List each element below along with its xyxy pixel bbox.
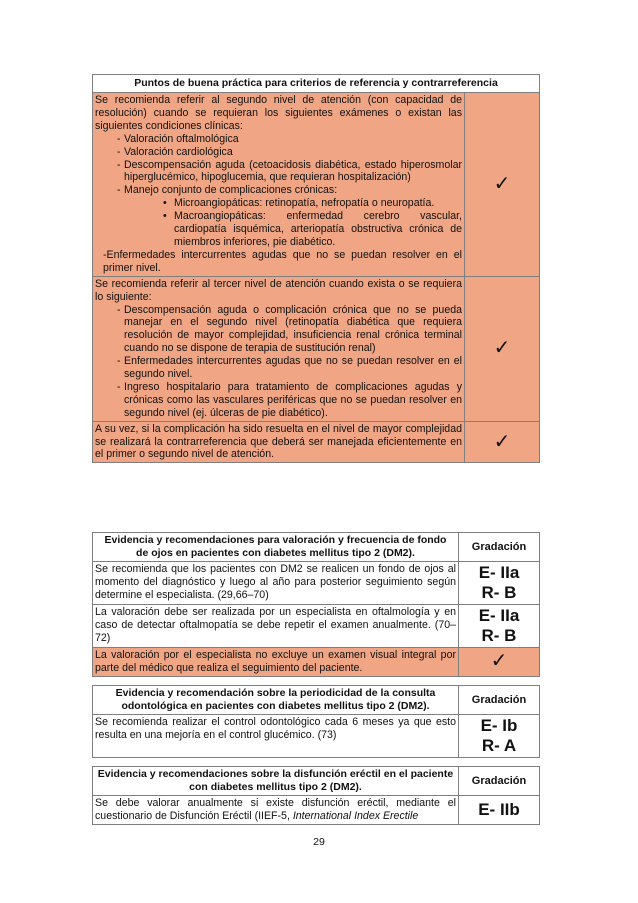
grading-header: Gradación <box>459 686 540 715</box>
list-item: - Valoración oftalmológica <box>117 132 239 145</box>
fundus-exam-table <box>92 532 540 677</box>
sub-list-item: • Macroangiopáticas: enfermedad cerebro vascular, cardiopatía isquémica, arteriopatía obstructiva crónica de miembros inferiores, pie diabético. <box>163 210 462 248</box>
check-cell <box>465 276 540 421</box>
list-item: - Descompensación aguda o complicación crónica que no se pueda manejar en el segundo nivel (retinopatía diabética que requiera resolución de mayor complejidad, insuficiencia renal crónica terminal cuando no se dispone de terapia de sustitución renal) <box>117 303 462 355</box>
evidence-grade: E- IIa <box>478 606 520 625</box>
recommendation-grade: R- B <box>481 626 517 645</box>
row1-closing: -Enfermedades intercurrentes agudas que no se puedan resolver en el primer nivel. <box>103 248 462 274</box>
second-level-referral-cell <box>93 93 465 277</box>
evidence-grade: E- Ib <box>480 716 518 735</box>
recommendation-text: La valoración debe ser realizada por un especialista en oftalmología y en caso de detectar oftalmopatía se debe repetir el examen anualmente. (70–72) <box>93 605 459 648</box>
check-icon: ✓ <box>493 337 511 360</box>
grading-header: Gradación <box>459 533 540 562</box>
list-item: - Ingreso hospitalario para tratamiento de complicaciones agudas y crónicas como las vasculares periféricas que no se puedan resolver en segundo nivel (ej. úlceras de pie diabético). <box>117 380 462 419</box>
evidence-grade: E- IIa <box>478 563 520 582</box>
row2-intro: Se recomienda referir al tercer nivel de atención cuando exista o se requiera lo siguiente: <box>95 277 462 303</box>
recommendation-text: Se recomienda que los pacientes con DM2 se realicen un fondo de ojos al momento del diagnóstico y luego al año para posterior seguimiento según determine el especialista. (29,66–70) <box>93 562 459 605</box>
list-item: - Descompensación aguda (cetoacidosis diabética, estado hiperosmolar hiperglucémico, hipoglucemia, que requieran hospitalización) <box>117 158 462 184</box>
referral-criteria-table <box>92 74 540 463</box>
counter-referral-cell: A su vez, si la complicación ha sido resuelta en el nivel de mayor complejidad se realizará la contrarreferencia que deberá ser manejada eficientemente en el primer o segundo nivel de atención. <box>93 421 465 463</box>
table2-header: Evidencia y recomendaciones para valoración y frecuencia de fondo de ojos en pacientes con diabetes mellitus tipo 2 (DM2). <box>93 533 459 562</box>
evidence-grade: E- IIb <box>478 800 520 819</box>
dental-consult-table <box>92 685 540 758</box>
table3-header: Evidencia y recomendación sobre la periodicidad de la consulta odontológica en pacientes con diabetes mellitus tipo 2 (DM2). <box>93 686 459 715</box>
check-cell <box>459 648 540 677</box>
table4-header: Evidencia y recomendaciones sobre la disfunción eréctil en el paciente con diabetes mellitus tipo 2 (DM2). <box>93 767 459 796</box>
erectile-dysfunction-table <box>92 766 540 825</box>
check-cell <box>465 421 540 463</box>
recommendation-text: Se debe valorar anualmente si existe disfunción eréctil, mediante el cuestionario de Disfunción Eréctil (IIEF-5, International Index Erectile <box>93 796 459 825</box>
recommendation-grade: R- A <box>481 736 517 755</box>
page-number: 29 <box>313 836 325 848</box>
table1-header: Puntos de buena práctica para criterios de referencia y contrarreferencia <box>93 75 540 93</box>
sub-list-item: • Microangiopáticas: retinopatía, nefropatía o neuropatía. <box>163 197 435 210</box>
grade-cell <box>459 796 540 825</box>
check-icon: ✓ <box>490 650 508 673</box>
recommendation-grade: R- B <box>481 583 517 602</box>
check-icon: ✓ <box>493 172 511 195</box>
grade-cell <box>459 605 540 648</box>
third-level-referral-cell <box>93 276 465 421</box>
grade-cell <box>459 562 540 605</box>
row1-intro: Se recomienda referir al segundo nivel de atención (con capacidad de resolución) cuando se requieran los siguientes exámenes o existan las siguientes condiciones clínicas: <box>95 94 462 132</box>
list-item: - Enfermedades intercurrentes agudas que no se puedan resolver en el segundo nivel. <box>117 355 462 381</box>
check-cell <box>465 93 540 277</box>
grade-cell <box>459 715 540 758</box>
recommendation-text: Se recomienda realizar el control odontológico cada 6 meses ya que esto resulta en una mejoría en el control glucémico. (73) <box>93 715 459 758</box>
good-practice-text: La valoración por el especialista no excluye un examen visual integral por parte del médico que realiza el seguimiento del paciente. <box>93 648 459 677</box>
list-item: - Manejo conjunto de complicaciones crónicas: <box>117 184 338 197</box>
list-item: - Valoración cardiológica <box>117 145 233 158</box>
grading-header: Gradación <box>459 767 540 796</box>
check-icon: ✓ <box>493 430 511 453</box>
